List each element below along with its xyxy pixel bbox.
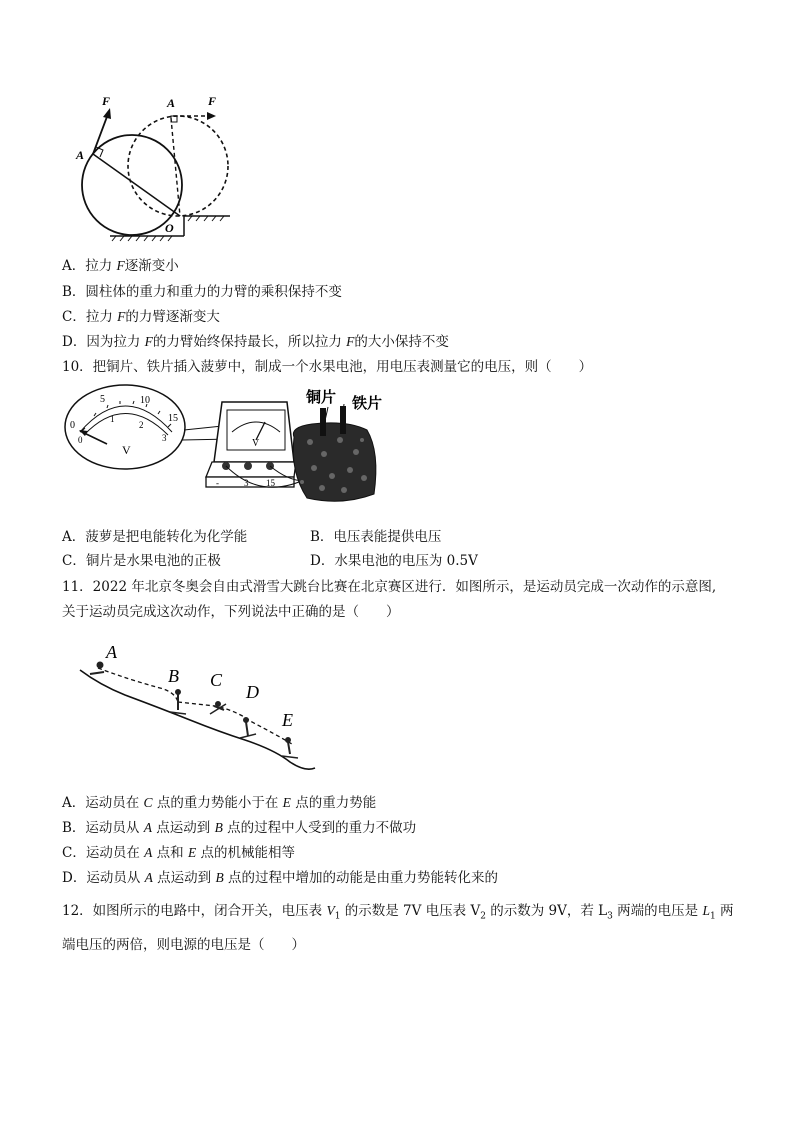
q11-option-a: A．运动员在 C 点的重力势能小于在 E 点的重力势能 — [62, 795, 377, 811]
label-copper-plate: 铜片 — [306, 390, 337, 406]
terminal-15: 15 — [266, 478, 275, 488]
q9-label-A2: A — [167, 96, 176, 110]
dial-scale-bottom-3: 3 — [162, 433, 167, 443]
q10-option-b: B．电压表能提供电压 — [310, 529, 442, 545]
q9-label-F2: F — [208, 94, 217, 108]
q9-label-F1: F — [102, 94, 111, 108]
q11-option-b: B．运动员从 A 点运动到 B 点的过程中人受到的重力不做功 — [62, 820, 417, 836]
dial-scale-top-5: 5 — [100, 394, 105, 405]
q9-label-A1: A — [76, 148, 85, 162]
q10-stem: 10．把铜片、铁片插入菠萝中，制成一个水果电池，用电压表测量它的电压，则（ ） — [62, 359, 593, 375]
point-A: A — [106, 642, 117, 662]
point-D: D — [246, 682, 259, 702]
meter-v-label: V — [252, 438, 260, 449]
dial-scale-top-15: 15 — [168, 413, 178, 424]
point-E: E — [282, 710, 293, 730]
q9-option-b: B．圆柱体的重力和重力的力臂的乘积保持不变 — [62, 284, 342, 300]
dial-scale-bottom-0: 0 — [78, 435, 83, 445]
terminal-minus: - — [216, 478, 219, 488]
q11-stem-line2: 关于运动员完成这次动作，下列说法中正确的是（ ） — [62, 604, 400, 620]
q11-stem-line1: 11．2022 年北京冬奥会自由式滑雪大跳台比赛在北京赛区进行．如图所示，是运动员完成一次动作的示意图, — [62, 579, 717, 595]
q10-option-d: D．水果电池的电压为 0.5V — [310, 553, 478, 569]
q12-stem-line2: 端电压的两倍，则电源的电压是（ ） — [62, 937, 305, 953]
q9-option-a: A．拉力 F逐渐变小 — [62, 258, 179, 274]
q10-fruit-battery-figure — [62, 382, 402, 507]
dial-scale-bottom-1: 1 — [110, 414, 115, 424]
dial-scale-top-0: 0 — [70, 420, 75, 431]
q11-ski-jump-figure — [70, 640, 330, 780]
label-iron-plate: 铁片 — [352, 396, 383, 412]
point-B: B — [168, 666, 179, 686]
q9-cylinder-figure — [70, 92, 245, 242]
point-C: C — [210, 670, 223, 690]
terminal-3: 3 — [244, 478, 249, 488]
q11-option-d: D．运动员从 A 点运动到 B 点的过程中增加的动能是由重力势能转化来的 — [62, 870, 499, 886]
q12-stem-line1: 12．如图所示的电路中，闭合开关，电压表 $V_1$ 的示数是 7V 电压表 $V_2$ 的示数为 9V，若 $L_3$ 两端的电压是 $L_1$ 两 — [62, 903, 734, 922]
dial-scale-bottom-2: 2 — [139, 420, 144, 430]
q9-option-c: C．拉力 F的力臂逐渐变大 — [62, 309, 220, 325]
dial-scale-top-10: 10 — [140, 395, 150, 406]
q10-option-a: A．菠萝是把电能转化为化学能 — [62, 529, 248, 545]
q9-option-d: D．因为拉力 F的力臂始终保持最长，所以拉力 F的大小保持不变 — [62, 334, 449, 350]
q9-label-O: O — [165, 221, 174, 235]
q10-option-c: C．铜片是水果电池的正极 — [62, 553, 221, 569]
q11-option-c: C．运动员在 A 点和 E 点的机械能相等 — [62, 845, 296, 861]
dial-v-label: V — [122, 443, 131, 457]
